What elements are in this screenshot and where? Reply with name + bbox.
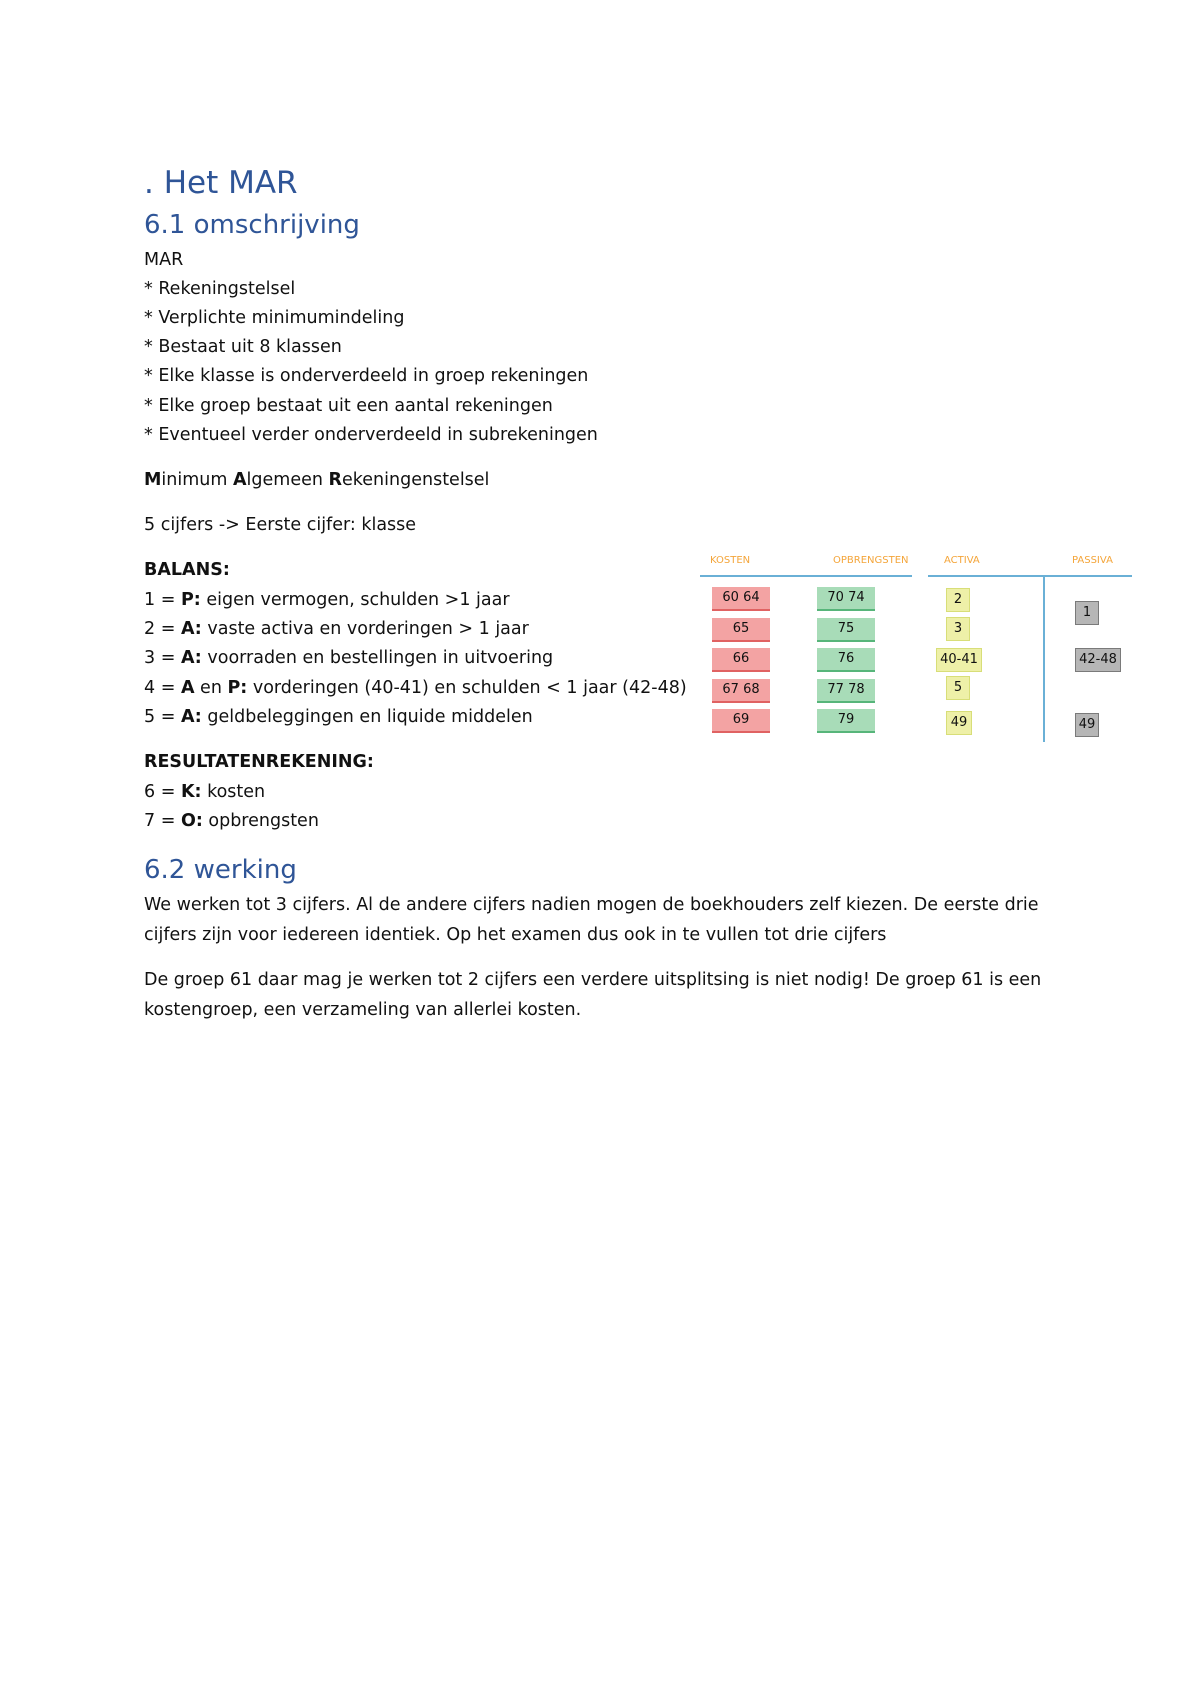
- kosten-box: 69: [712, 709, 770, 733]
- balance-divider: [1043, 577, 1045, 742]
- balans-line: 3 = A: voorraden en bestellingen in uitvoering: [144, 648, 554, 668]
- bullet-item: * Elke groep bestaat uit een aantal rekeningen: [144, 396, 553, 416]
- activa-box: 5: [946, 676, 970, 700]
- kosten-box: 66: [712, 648, 770, 672]
- kosten-box: 65: [712, 618, 770, 642]
- werking-paragraph: We werken tot 3 cijfers. Al de andere cijfers nadien mogen de boekhouders zelf kiezen. De eerste drie cijfers zijn voor iedereen identiek. Op het examen dus ook in te vullen tot drie cijfers: [144, 895, 1039, 945]
- account-classes-diagram: [700, 555, 1140, 745]
- balans-line: 5 = A: geldbeleggingen en liquide middelen: [144, 707, 533, 727]
- header-opbrengsten: OPBRENGSTEN: [833, 555, 909, 566]
- activa-box: 49: [946, 711, 972, 735]
- activa-box: 2: [946, 588, 970, 612]
- mar-acronym-line: Minimum Algemeen Rekeningenstelsel: [144, 470, 490, 490]
- bullet-item: * Eventueel verder onderverdeeld in subrekeningen: [144, 425, 598, 445]
- opbrengsten-box: 79: [817, 709, 875, 733]
- balans-title: BALANS:: [144, 560, 230, 580]
- header-rule-right: [928, 575, 1132, 577]
- page-title: . Het MAR: [144, 165, 298, 201]
- opbrengsten-box: 76: [817, 648, 875, 672]
- passiva-box: 49: [1075, 713, 1099, 737]
- werking-paragraph: De groep 61 daar mag je werken tot 2 cijfers een verdere uitsplitsing is niet nodig! De groep 61 is een kostengroep, een verzameling van allerlei kosten.: [144, 970, 1042, 1020]
- bullet-item: * Elke klasse is onderverdeeld in groep rekeningen: [144, 366, 589, 386]
- header-rule-left: [700, 575, 912, 577]
- activa-box: 40-41: [936, 648, 982, 672]
- activa-box: 3: [946, 617, 970, 641]
- digits-line: 5 cijfers -> Eerste cijfer: klasse: [144, 515, 417, 535]
- resultaten-line: 6 = K: kosten: [144, 782, 266, 802]
- header-activa: ACTIVA: [944, 555, 980, 566]
- resultaten-line: 7 = O: opbrengsten: [144, 811, 319, 831]
- opbrengsten-box: 70 74: [817, 587, 875, 611]
- balans-line: 1 = P: eigen vermogen, schulden >1 jaar: [144, 590, 510, 610]
- section-title-omschrijving: 6.1 omschrijving: [144, 210, 360, 240]
- passiva-box: 42-48: [1075, 648, 1121, 672]
- header-kosten: KOSTEN: [710, 555, 751, 566]
- opbrengsten-box: 75: [817, 618, 875, 642]
- header-passiva: PASSIVA: [1072, 555, 1113, 566]
- balans-line: 2 = A: vaste activa en vorderingen > 1 jaar: [144, 619, 529, 639]
- intro-text: MAR: [144, 250, 184, 270]
- resultaten-title: RESULTATENREKENING:: [144, 752, 374, 772]
- bullet-item: * Rekeningstelsel: [144, 279, 296, 299]
- bullet-item: * Verplichte minimumindeling: [144, 308, 405, 328]
- passiva-box: 1: [1075, 601, 1099, 625]
- opbrengsten-box: 77 78: [817, 679, 875, 703]
- balans-line: 4 = A en P: vorderingen (40-41) en schulden < 1 jaar (42-48): [144, 678, 687, 698]
- kosten-box: 60 64: [712, 587, 770, 611]
- kosten-box: 67 68: [712, 679, 770, 703]
- bullet-item: * Bestaat uit 8 klassen: [144, 337, 342, 357]
- section-title-werking: 6.2 werking: [144, 855, 297, 885]
